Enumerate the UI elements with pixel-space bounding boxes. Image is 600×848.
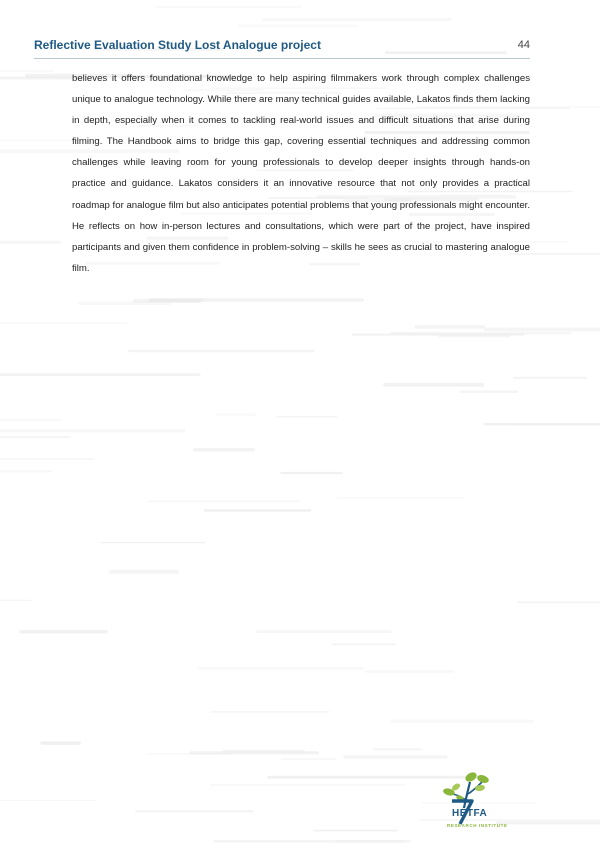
body-paragraph: believes it offers foundational knowledge to help aspiring filmmakers work through complex challenges unique to analogue technology. While there are many technical guides available, Lakatos finds them lacking in depth, especially when it comes to tackling real-world issues and difficult situations that arise during filming. The Handbook aims to bridge this gap, covering essential techniques and addressing common challenges while leaving room for young professionals to develop deeper insights through hands-on practice and guidance. Lakatos considers it an innovative resource that not only provides a practical roadmap for analogue film but also anticipates potential problems that young professionals might encounter. He reflects on how in-person lectures and consultations, which were part of the project, have inspired participants and given them confidence in problem-solving – skills he sees as crucial to mastering analogue film. — [72, 73, 530, 274]
logo-subtitle: RESEARCH INSTITUTE — [447, 823, 508, 828]
header-divider — [34, 58, 530, 59]
page-number: 44 — [517, 39, 530, 51]
header-title: Reflective Evaluation Study Lost Analogue project — [34, 38, 321, 52]
page-header — [34, 38, 530, 56]
logo-name: HÉTFA — [452, 808, 488, 819]
